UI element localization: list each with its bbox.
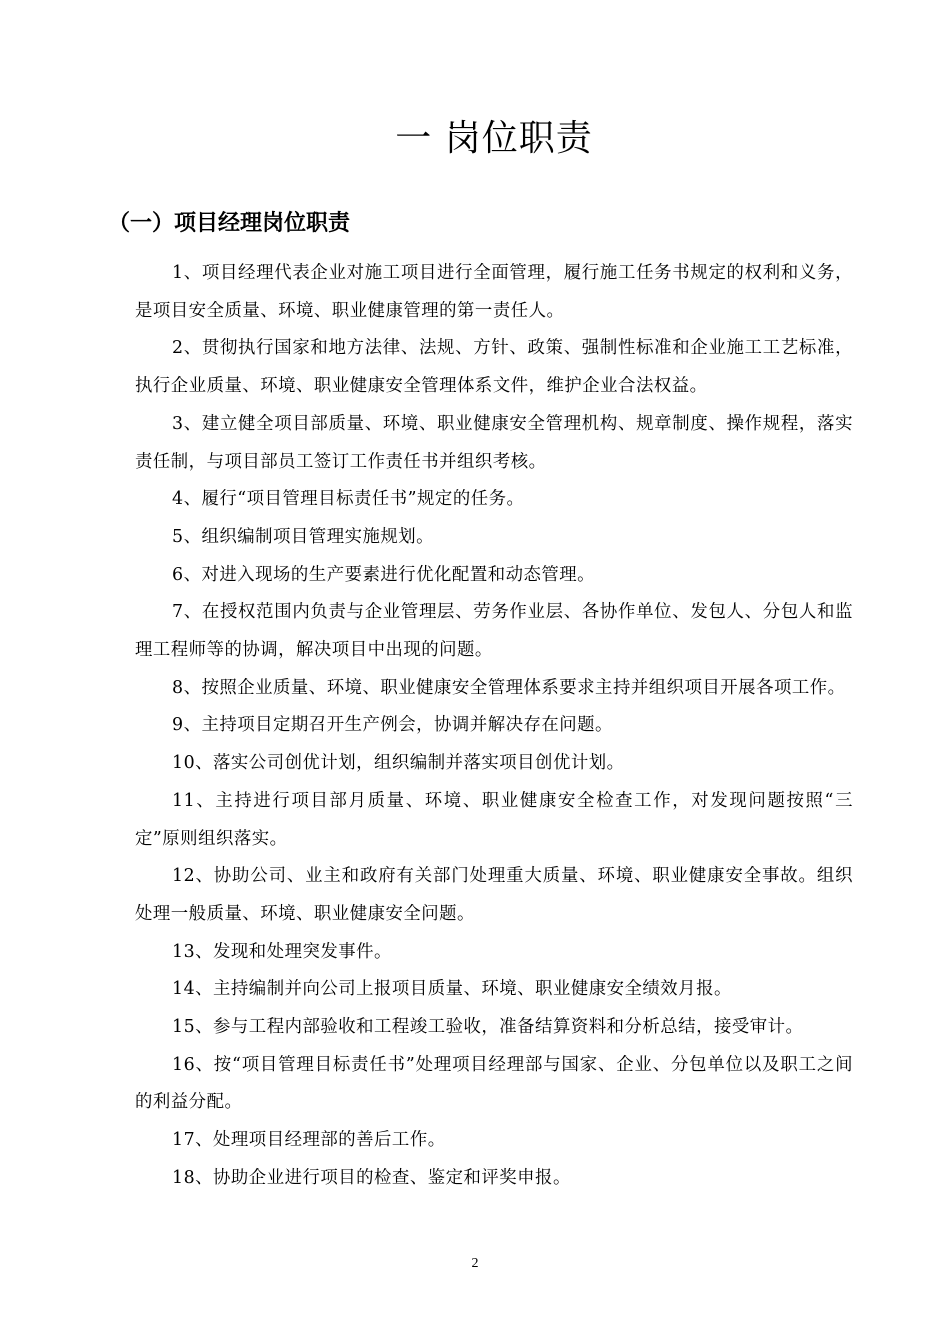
page-number: 2 <box>471 1256 479 1271</box>
paragraph-7: 7、在授权范围内负责与企业管理层、劳务作业层、各协作单位、发包人、分包人和监理工程师等的协调，解决项目中出现的问题。 <box>135 602 853 661</box>
paragraph-16: 16、按“项目管理目标责任书”处理项目经理部与国家、企业、分包单位以及职工之间的利益分配。 <box>135 1054 853 1113</box>
paragraph-5: 5、组织编制项目管理实施规划。 <box>172 526 435 547</box>
paragraph-2: 2、贯彻执行国家和地方法律、法规、方针、政策、强制性标准和企业施工工艺标准，执行企业质量、环境、职业健康安全管理体系文件，维护企业合法权益。 <box>135 338 853 397</box>
page-title: 一 岗位职责 <box>395 118 593 160</box>
body-text <box>135 255 853 1198</box>
paragraph-18: 18、协助企业进行项目的检查、鉴定和评奖申报。 <box>172 1167 571 1188</box>
paragraph-1: 1、项目经理代表企业对施工项目进行全面管理，履行施工任务书规定的权利和义务，是项目安全质量、环境、职业健康管理的第一责任人。 <box>135 263 853 321</box>
paragraph-13: 13、发现和处理突发事件。 <box>172 941 392 962</box>
section-heading: （一）项目经理岗位职责 <box>108 211 351 237</box>
paragraph-17: 17、处理项目经理部的善后工作。 <box>172 1130 446 1151</box>
paragraph-4: 4、履行“项目管理目标责任书”规定的任务。 <box>172 489 525 510</box>
paragraph-10: 10、落实公司创优计划，组织编制并落实项目创优计划。 <box>172 753 625 774</box>
paragraph-6: 6、对进入现场的生产要素进行优化配置和动态管理。 <box>172 564 596 585</box>
paragraph-14: 14、主持编制并向公司上报项目质量、环境、职业健康安全绩效月报。 <box>172 979 732 1000</box>
paragraph-15: 15、参与工程内部验收和工程竣工验收，准备结算资料和分析总结，接受审计。 <box>172 1017 804 1038</box>
paragraph-3: 3、建立健全项目部质量、环境、职业健康安全管理机构、规章制度、操作规程，落实责任制，与项目部员工签订工作责任书并组织考核。 <box>135 413 853 472</box>
paragraph-8: 8、按照企业质量、环境、职业健康安全管理体系要求主持并组织项目开展各项工作。 <box>172 677 846 698</box>
paragraph-12: 12、协助公司、业主和政府有关部门处理重大质量、环境、职业健康安全事故。组织处理一般质量、环境、职业健康安全问题。 <box>135 866 853 924</box>
paragraph-9: 9、主持项目定期召开生产例会，协调并解决存在问题。 <box>172 715 613 736</box>
paragraph-11: 11、主持进行项目部月质量、环境、职业健康安全检查工作，对发现问题按照“三定”原则组织落实。 <box>135 790 853 849</box>
